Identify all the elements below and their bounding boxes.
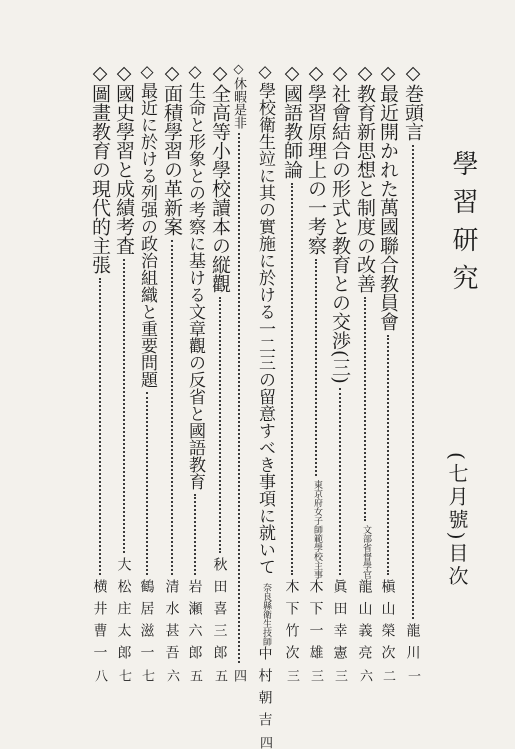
toc-entry [210,62,229,682]
author-affiliation: 東京府女子師範學校主事 [312,480,322,579]
toc-entry [355,62,374,682]
entry-page-number: 六 [164,669,179,682]
entry-author: 清水甚吾 [163,579,180,667]
entry-page-number: 五 [212,669,227,682]
entry-author: 木下竹次 [283,579,300,667]
dot-leader [238,133,240,663]
dot-leader [219,297,221,553]
author-affiliation: 奈良縣衛生技師 [261,583,271,646]
entry-title: ◇學校衛生竝に其の實施に於ける一二三の留意すべき事項に就いて [255,62,275,575]
toc-entry [90,62,109,682]
dot-leader [412,145,414,619]
entry-page-number: 四 [231,669,246,682]
entry-title: ◇生命と形象との考察に基ける文章觀の反省と國語教育 [185,62,205,490]
entry-title: ◇國語教師論 [281,62,303,179]
magazine-title: 學習研究 [448,150,478,302]
entry-title: ◇社會結合の形式と教育との交渉(三) [329,62,351,384]
dot-leader [171,240,173,575]
entry-page-number: 七 [116,669,131,682]
entry-title: ◇國史學習と成績考査 [113,62,135,255]
toc-entry [330,62,349,682]
entry-author: 横井曹一 [91,579,108,667]
dot-leader [146,392,148,575]
entry-page-number: 三 [284,669,299,682]
entry-title: ◇全高等小學校讀本の縦觀 [209,62,231,293]
toc-entry [282,62,301,682]
entry-title: ◇面積學習の革新案 [161,62,183,236]
toc-entry [255,62,275,749]
entry-page-number: 三 [332,669,347,682]
entry-author: 龍山義亮 [356,579,373,667]
author-affiliation: 文部省督學官 [361,525,371,579]
entry-title: ◇教育新思想と制度の改善 [354,62,376,293]
entry-page-number: 四 [257,736,272,749]
issue-label: (七月號)目次 [445,452,469,589]
entry-page-number: 一 [405,669,420,682]
dot-leader [99,278,101,575]
dot-leader [364,297,366,521]
toc-entry [114,62,133,682]
entry-page-number: 八 [92,669,107,682]
toc-entry [138,62,155,682]
entry-title: ◇學習原理上の一考察 [305,62,327,255]
dot-leader [339,388,341,575]
entry-author: 大松庄太郎 [115,557,132,667]
table-of-contents [70,62,430,749]
toc-entry [378,62,397,682]
entry-author: 眞田幸憲 [331,579,348,667]
entry-author: 鶴居滋一 [138,579,155,667]
entry-title: ◇最近に於ける列强の政治組織と重要問題 [137,62,157,388]
entry-page-number: 二 [380,669,395,682]
toc-entry [306,62,325,682]
dot-leader [291,183,293,575]
entry-title: ◇最近開かれた萬國聯合教員會 [377,62,399,331]
toc-entry [186,62,203,682]
entry-title: ◇巻頭言 [402,62,424,141]
entry-author: 岩瀬六郎 [186,579,203,667]
toc-entry [403,62,422,682]
entry-author: 秋田喜三郎 [211,557,228,667]
entry-author: 中村朝吉 [256,646,273,734]
entry-page-number: 六 [357,669,372,682]
entry-title: ◇圖畫教育の現代的主張 [89,62,111,274]
entry-author: 龍川 [404,623,421,667]
entry-page-number: 七 [139,669,154,682]
dot-leader [123,259,125,553]
entry-title: ◇休暇是非 [231,62,246,129]
entry-author: 木下一雄 [307,579,324,667]
entry-page-number: 三 [308,669,323,682]
dot-leader [194,494,196,575]
toc-entry [162,62,181,682]
entry-page-number: 五 [187,669,202,682]
dot-leader [387,335,389,575]
toc-entry [232,62,245,682]
dot-leader [315,259,317,476]
entry-author: 槇山榮次 [379,579,396,667]
